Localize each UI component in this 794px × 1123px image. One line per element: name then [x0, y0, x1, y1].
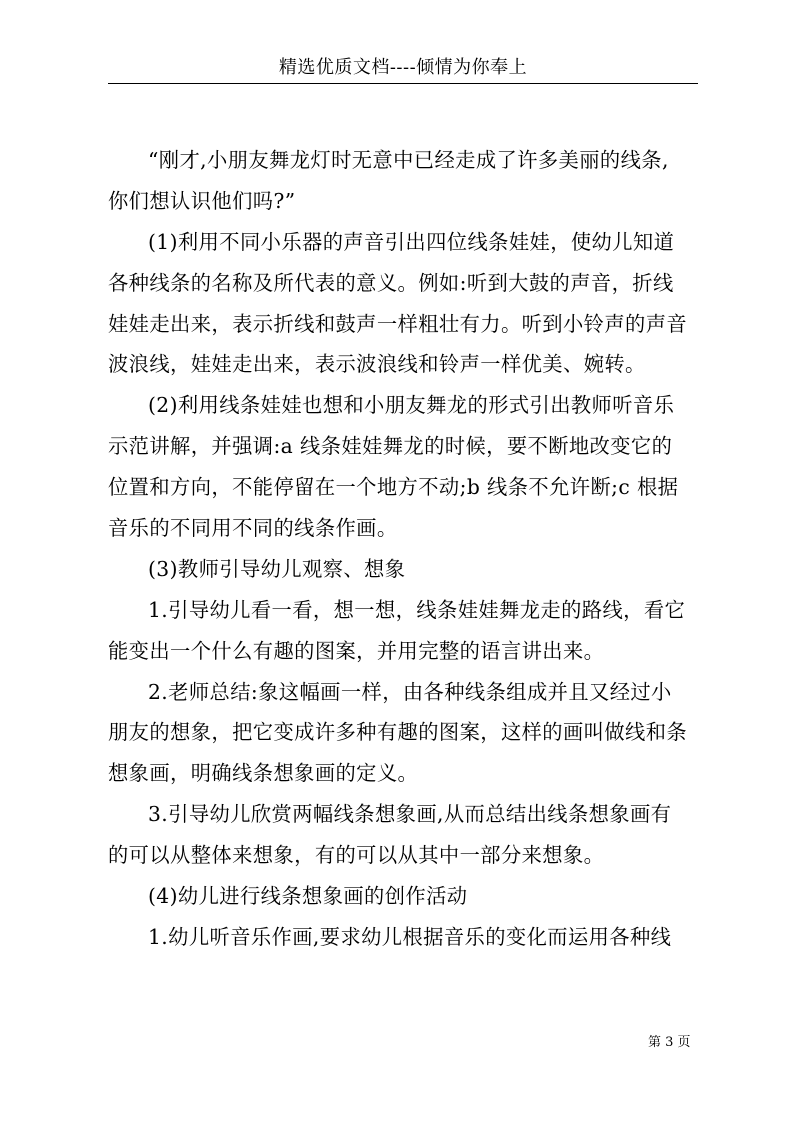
paragraph-line: 1.引导幼儿看一看，想一想，线条娃娃舞龙走的路线，看它: [148, 597, 686, 622]
paragraph-line: (4)幼儿进行线条想象画的创作活动: [148, 884, 468, 909]
paragraph-line: 3.引导幼儿欣赏两幅线条想象画,从而总结出线条想象画有: [148, 802, 672, 827]
paragraph-line: 能变出一个什么有趣的图案，并用完整的语言讲出来。: [108, 638, 605, 663]
paragraph-line: 朋友的想象，把它变成许多种有趣的图案，这样的画叫做线和条: [108, 720, 688, 745]
paragraph-line: (3)教师引导幼儿观察、想象: [148, 556, 406, 581]
page-header: 精选优质文档----倾情为你奉上: [108, 52, 698, 84]
paragraph-line: “刚才,小朋友舞龙灯时无意中已经走成了许多美丽的线条,: [148, 148, 669, 172]
paragraph-line: 2.老师总结:象这幅画一样，由各种线条组成并且又经过小: [148, 679, 672, 704]
paragraph-line: (2)利用线条娃娃也想和小朋友舞龙的形式引出教师听音乐: [148, 393, 675, 418]
paragraph-line: 音乐的不同用不同的线条作画。: [108, 516, 398, 541]
paragraph-line: 各种线条的名称及所代表的意义。例如:听到大鼓的声音，折线: [108, 270, 674, 295]
paragraph-line: 位置和方向，不能停留在一个地方不动;b 线条不允许断;c 根据: [108, 475, 679, 500]
page-number: 第 3 页: [648, 1035, 691, 1050]
paragraph-line: 的可以从整体来想象，有的可以从其中一部分来想象。: [108, 843, 605, 868]
paragraph-line: 示范讲解，并强调:a 线条娃娃舞龙的时候，要不断地改变它的: [108, 434, 673, 459]
document-body: [108, 140, 698, 958]
paragraph-line: 想象画，明确线条想象画的定义。: [108, 761, 419, 786]
paragraph-line: (1)利用不同小乐器的声音引出四位线条娃娃，使幼儿知道: [148, 229, 675, 254]
paragraph-line: 波浪线，娃娃走出来，表示波浪线和铃声一样优美、婉转。: [108, 352, 646, 377]
paragraph-line: 你们想认识他们吗?”: [108, 188, 296, 213]
paragraph-line: 1.幼儿听音乐作画,要求幼儿根据音乐的变化而运用各种线: [148, 924, 672, 949]
paragraph-line: 娃娃走出来，表示折线和鼓声一样粗壮有力。听到小铃声的声音: [108, 311, 688, 336]
